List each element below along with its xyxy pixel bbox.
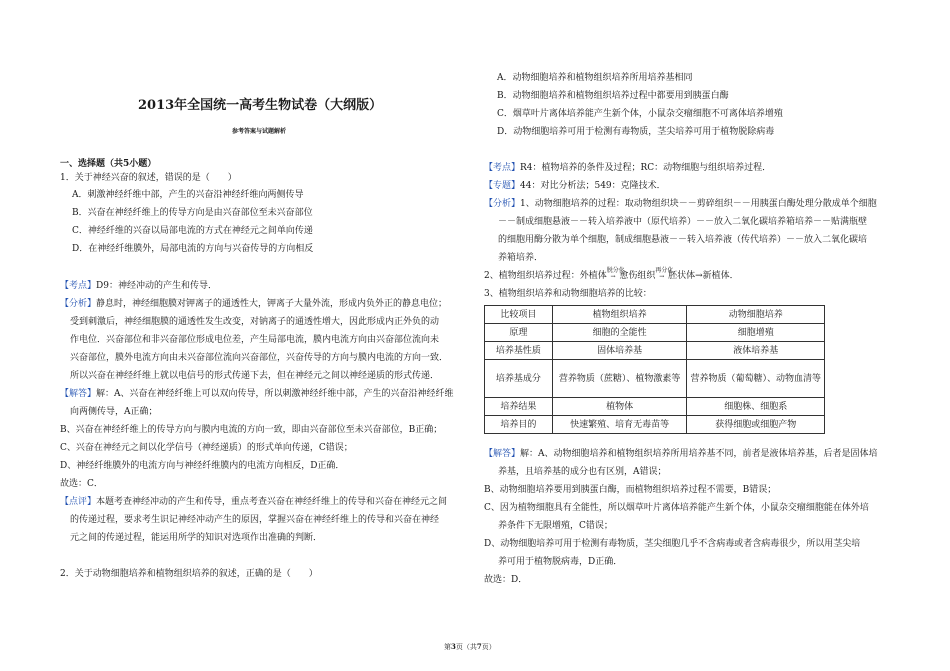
q1-option-c: C．神经纤维的兴奋以局部电流的方式在神经元之间单向传递 <box>72 226 313 236</box>
table-cell: 获得细胞或细胞产物 <box>687 416 825 434</box>
redifferentiation-arrow: 再分化 → <box>655 267 674 280</box>
q1-answer: 故选：C． <box>60 479 103 489</box>
footer-suffix: 页） <box>481 643 496 651</box>
q1-jieda-line-3: B、兴奋在神经纤维上的传导方向与膜内电流的方向一致，即由兴奋部位至未兴奋部位，B正确； <box>60 425 443 435</box>
arrow-label: 脱分化 <box>606 267 625 274</box>
table-row <box>485 416 825 434</box>
dianping-tag: 【点评】 <box>60 497 97 507</box>
jieda-tag: 【解答】 <box>60 389 97 399</box>
q2-fenxi-line-3: 的细胞用酶分散为单个细胞，制成细胞悬液－－转入培养液（传代培养）－－放入二氧化碳培 <box>498 235 868 245</box>
q2-jieda-line-4: C、因为植物细胞具有全能性，所以烟草叶片离体培养能产生新个体，小鼠杂交瘤细胞能在体外培 <box>484 503 869 513</box>
table-row <box>485 306 825 324</box>
footer-prefix: 第 <box>444 643 451 651</box>
table-row <box>485 342 825 360</box>
dedifferentiation-arrow: 脱分化 → <box>606 267 625 280</box>
q2-option-d: D．动物细胞培养可用于检测有毒物质，茎尖培养可用于植物脱除病毒 <box>497 127 775 137</box>
table-cell: 培养基性质 <box>485 342 553 360</box>
q2-jieda-line-6: D、动物细胞培养可用于检测有毒物质，茎尖细胞几乎不含病毒或者含病毒很少，所以用茎尖培 <box>484 539 861 549</box>
q2-process-line <box>484 267 739 283</box>
fenxi-tag: 【分析】 <box>484 199 521 209</box>
q1-option-b: B．兴奋在神经纤维上的传导方向是由兴奋部位至未兴奋部位 <box>72 208 313 218</box>
process-start: 2、植物组织培养过程：外植体 <box>484 271 607 281</box>
q1-fenxi-line-4: 兴奋部位，膜外电流方向由未兴奋部位流向兴奋部位，兴奋传导的方向与膜内电流的方向一致． <box>70 353 449 363</box>
table-cell: 营养物质（蔗糖）、植物激素等 <box>552 360 687 398</box>
table-cell: 植物组织培养 <box>552 306 687 324</box>
q2-kaodian <box>484 162 771 174</box>
table-cell: 培养目的 <box>485 416 553 434</box>
jieda-tag: 【解答】 <box>484 449 521 459</box>
table-cell: 动物细胞培养 <box>687 306 825 324</box>
page-number: 3 <box>451 642 456 651</box>
q1-fenxi-line-1 <box>60 298 447 310</box>
table-cell: 营养物质（葡萄糖）、动物血清等 <box>687 360 825 398</box>
table-cell: 液体培养基 <box>687 342 825 360</box>
q2-jieda-line-7: 养可用于植物脱病毒，D正确． <box>498 557 623 567</box>
process-end: 胚状体→新植体． <box>668 271 739 281</box>
q2-compare-intro: 3、植物组织培养和动物细胞培养的比较： <box>484 289 652 299</box>
q2-stem: 2．关于动物细胞培养和植物组织培养的叙述，正确的是（ ） <box>60 569 318 579</box>
fenxi-text: 静息时，神经细胞膜对钾离子的通透性大，钾离子大量外流，形成内负外正的静息电位； <box>96 299 448 309</box>
kaodian-text: D9：神经冲动的产生和传导． <box>96 281 217 291</box>
table-cell: 原理 <box>485 324 553 342</box>
q2-zhuanti <box>484 180 666 192</box>
q2-jieda-line-3: B、动物细胞培养要用到胰蛋白酶，而植物组织培养过程不需要，B错误； <box>484 485 777 495</box>
page-footer <box>444 642 496 652</box>
q1-jieda-line-2: 向两侧传导，A正确； <box>70 407 158 417</box>
table-cell: 培养基成分 <box>485 360 553 398</box>
table-cell: 比较项目 <box>485 306 553 324</box>
table-row <box>485 360 825 398</box>
zhuanti-tag: 【专题】 <box>484 181 521 191</box>
table-cell: 细胞株、细胞系 <box>687 398 825 416</box>
table-cell: 细胞的全能性 <box>552 324 687 342</box>
q2-option-a: A．动物细胞培养和植物组织培养所用培养基相同 <box>497 73 693 83</box>
kaodian-text: R4：植物培养的条件及过程；RC：动物细胞与组织培养过程． <box>520 163 772 173</box>
q2-jieda-line-1 <box>484 448 878 460</box>
q1-fenxi-line-2: 受到刺激后，神经细胞膜的通透性发生改变，对钠离子的通透性增大，因此形成内正外负的动 <box>70 317 440 327</box>
q2-answer: 故选：D． <box>484 575 528 585</box>
q1-jieda-line-5: D、神经纤维膜外的电流方向与神经纤维膜内的电流方向相反，D正确． <box>60 461 345 471</box>
fenxi-text: 1、动物细胞培养的过程：取动物组织块－－剪碎组织－－用胰蛋白酶处理分散成单个细胞 <box>520 199 877 209</box>
section-heading: 一、选择题（共5小题） <box>60 159 157 169</box>
footer-middle: 页（共 <box>455 643 477 651</box>
q1-dianping-line-2: 的传递过程，要求考生识记神经冲动产生的原因，掌握兴奋在神经纤维上的传导和兴奋在神经 <box>70 515 440 525</box>
q1-dianping-line-1 <box>60 496 447 508</box>
q1-jieda-line-1 <box>60 388 454 400</box>
kaodian-tag: 【考点】 <box>60 281 97 291</box>
process-mid: 愈伤组织 <box>619 271 656 281</box>
q2-jieda-line-2: 养基，且培养基的成分也有区别，A错误； <box>498 467 667 477</box>
q1-dianping-line-3: 元之间的传递过程，能运用所学的知识对选项作出准确的判断． <box>70 533 323 543</box>
table-cell: 固体培养基 <box>552 342 687 360</box>
q2-jieda-line-5: 养条件下无限增殖，C错误； <box>498 521 613 531</box>
q2-fenxi-line-4: 养箱培养． <box>498 253 544 263</box>
q2-option-c: C．烟草叶片离体培养能产生新个体，小鼠杂交瘤细胞不可离体培养增殖 <box>497 109 783 119</box>
table-cell: 植物体 <box>552 398 687 416</box>
fenxi-tag: 【分析】 <box>60 299 97 309</box>
zhuanti-text: 44：对比分析法；549：克隆技术． <box>520 181 666 191</box>
table-row <box>485 324 825 342</box>
q1-fenxi-line-5: 所以兴奋在神经纤维上就以电信号的形式传递下去，但在神经元之间以神经递质的形式传递． <box>70 371 440 381</box>
kaodian-tag: 【考点】 <box>484 163 521 173</box>
page-total: 7 <box>476 642 482 651</box>
table-cell: 细胞增殖 <box>687 324 825 342</box>
page-title: 2013年全国统一高考生物试卷（大纲版） <box>138 98 383 113</box>
q1-stem: 1．关于神经兴奋的叙述，错误的是（ ） <box>60 173 237 183</box>
q1-option-a: A．刺激神经纤维中部，产生的兴奋沿神经纤维向两侧传导 <box>72 190 304 200</box>
comparison-table <box>484 305 825 434</box>
q2-fenxi-line-2: －－制成细胞悬液－－转入培养液中（原代培养）－－放入二氧化碳培养箱培养－－贴满瓶壁 <box>498 217 868 227</box>
q1-kaodian <box>60 280 217 292</box>
page-subtitle: 参考答案与试题解析 <box>232 128 287 135</box>
q2-fenxi-line-1 <box>484 198 877 210</box>
jieda-text: 解：A、动物细胞培养和植物组织培养所用培养基不同，前者是液体培养基，后者是固体培 <box>520 449 878 459</box>
table-row <box>485 398 825 416</box>
q1-option-d: D．在神经纤维膜外，局部电流的方向与兴奋传导的方向相反 <box>72 244 314 254</box>
table-cell: 培养结果 <box>485 398 553 416</box>
q1-jieda-line-4: C、兴奋在神经元之间以化学信号（神经递质）的形式单向传递，C错误； <box>60 443 353 453</box>
table-cell: 快速繁殖、培育无毒苗等 <box>552 416 687 434</box>
q2-option-b: B．动物细胞培养和植物组织培养过程中都要用到胰蛋白酶 <box>497 91 729 101</box>
jieda-text: 解：A、兴奋在神经纤维上可以双向传导，所以刺激神经纤维中部，产生的兴奋沿神经纤维 <box>96 389 454 399</box>
arrow-label: 再分化 <box>655 267 674 274</box>
dianping-text: 本题考查神经冲动的产生和传导，重点考查兴奋在神经纤维上的传导和兴奋在神经元之间 <box>96 497 448 507</box>
q1-fenxi-line-3: 作电位．兴奋部位和非兴奋部位形成电位差，产生局部电流，膜内电流方向由兴奋部位流向未 <box>70 335 440 345</box>
